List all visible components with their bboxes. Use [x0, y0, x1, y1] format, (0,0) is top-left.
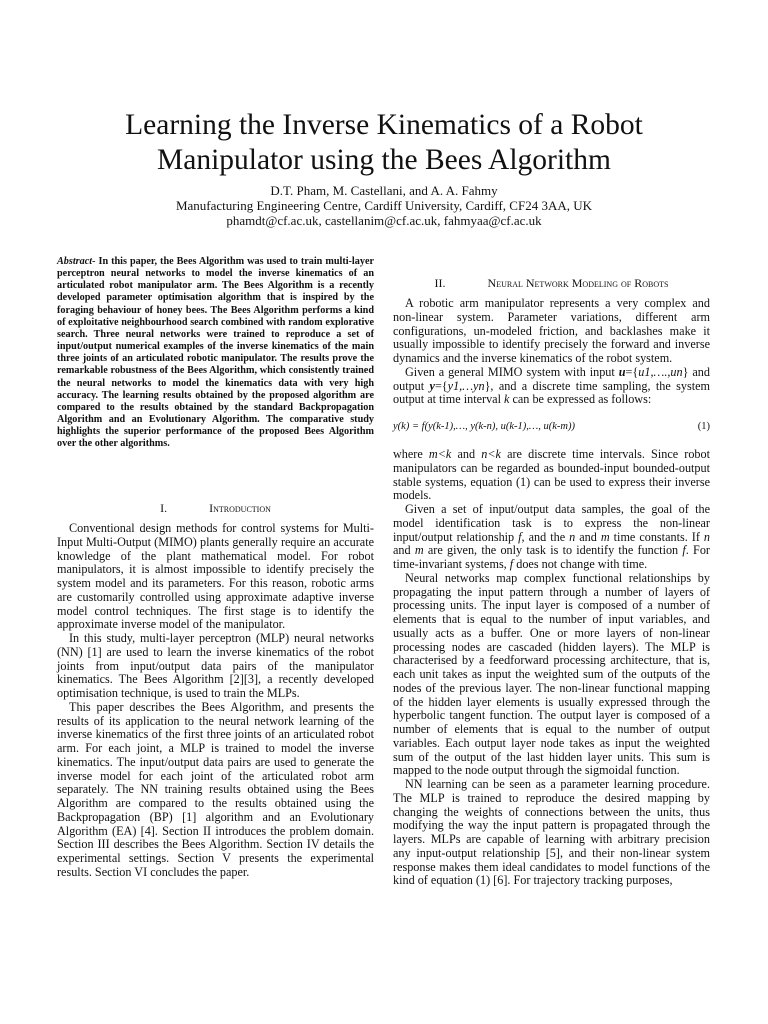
section-heading-introduction [57, 501, 374, 515]
paragraph: Given a set of input/output data samples, the goal of the model identification task is to express the non-linear input/output relationship f, and the n and m time constants. If n and m are given, the only task is to identify the function f. For time-invariant systems, f does not change with time. [393, 502, 710, 571]
paragraph: Neural networks map complex functional relationships by propagating the input pattern through a number of layers of processing units. The input layer is composed of a number of elements that is equal to the number of input variables, and usually acts as a buffer. One or more layers of non-linear processing nodes are cascaded (hidden layers). The MLP is characterised by a feedforward processing architecture, that is, each unit takes as input the weighted sum of the outputs of the nodes of the previous layer. The non-linear functional mapping of the hidden layer elements is usually expressed through the hyperbolic tangent function. The output layer is composed of a number of elements that is equal to the number of output variables. Each output layer node takes as input the weighted sum of the output of the last hidden layer units. This sum is mapped to the node output through the sigmoidal function. [393, 570, 710, 778]
paragraph: Given a general MIMO system with input u={u1,….,un} and output y={y1,…yn}, and a discrete time sampling, the system output at time interval k can be expressed as follows: [393, 364, 711, 407]
abstract-lead: Abstract- [57, 256, 96, 267]
title-line-1: Learning the Inverse Kinematics of a Robot [125, 109, 643, 141]
section-number: II. [434, 276, 446, 290]
paper-title [60, 108, 708, 178]
abstract [57, 256, 374, 451]
author-names: D.T. Pham, M. Castellani, and A. A. Fahmy [270, 183, 498, 198]
section-name: Introduction [209, 501, 271, 515]
paragraph: In this study, multi-layer perceptron (MLP) neural networks (NN) [1] are used to learn the inverse kinematics of the robot joints from input/output data pairs of the manipulator kinematics. The Bees Algorithm [2][3], a recently developed optimisation technique, is used to train the MLPs. [57, 631, 374, 700]
title-line-2: Manipulator using the Bees Algorithm [157, 144, 611, 176]
section-heading-nn-modeling [393, 276, 710, 290]
section-number: I. [160, 501, 168, 515]
paragraph: A robotic arm manipulator represents a very complex and non-linear system. Parameter variations, different arm configurations, un-modeled friction, and backlashes make it usually impossible to identify precisely the forward and inverse dynamics and the inverse kinematics of the robot system. [393, 296, 710, 365]
nn-modeling-body-bottom [393, 448, 710, 888]
paragraph: NN learning can be seen as a parameter learning procedure. The MLP is trained to reproduce the desired mapping by changing the weights of connections between the units, thus modifying the way the input pattern is propagated through the layers. MLPs are capable of learning with arbitrary precision any input-output relationship [5], and their non-linear system response makes them ideal candidates to model functions of the kind of equation (1) [6]. For trajectory tracking purposes, [393, 777, 710, 888]
abstract-text: In this paper, the Bees Algorithm was used to train multi-layer perceptron neural networks to model the inverse kinematics of an articulated robot manipulator arm. The Bees Algorithm is a recently developed parameter optimisation algorithm that is inspired by the foraging behaviour of honey bees. The Bees Algorithm performs a kind of exploitative neighbourhood search combined with random explorative search. Three neural networks were trained to reproduce a set of input/output numerical examples of the inverse kinematics of the main three joints of an articulated robotic manipulator. The results prove the remarkable robustness of the Bees Algorithm, which consistently trained the neural networks to model the kinematics data with very high accuracy. The learning results obtained by the proposed algorithm are compared to the results obtained by the standard Backpropagation Algorithm and an Evolutionary Algorithm. The comparative study highlights the superior performance of the proposed Bees Algorithm over the other algorithms. [57, 256, 374, 450]
paragraph: This paper describes the Bees Algorithm, and presents the results of its application to the neural network learning of the inverse kinematics of the first three joints of an articulated robot arm. For each joint, a MLP is trained to model the inverse kinematics. The input/output data pairs are used to generate the inverse model for each joint of the articulated robot arm separately. The NN training results obtained using the Bees Algorithm are compared to the results obtained using the Backpropagation (BP) [1] algorithm and an Evolutionary Algorithm (EA) [4]. Section II introduces the problem domain. Section III describes the Bees Algorithm. Section IV details the experimental settings. Section V presents the experimental results. Section VI concludes the paper. [57, 699, 374, 879]
paragraph: Conventional design methods for control systems for Multi-Input Multi-Output (MIMO) plants generally require an accurate knowledge of the plant mathematical model. For robot manipulators, it is almost impossible to identify precisely the system model and its parameters. For this reason, robotic arms are customarily controlled using approximate adaptive inverse model control techniques. The first stage is to identify the approximate inverse model of the manipulator. [57, 521, 374, 632]
emails: phamdt@cf.ac.uk, castellanim@cf.ac.uk, fahmyaa@cf.ac.uk [226, 213, 542, 228]
equation-number: (1) [697, 421, 710, 432]
paragraph: where m<k and n<k are discrete time intervals. Since robot manipulators can be regarded as bounded-input bounded-output stable systems, equation (1) can be used to express their inverse models. [393, 447, 710, 503]
equation-text: y(k) = f(y(k-1),…, y(k-n), u(k-1),…, u(k-m)) [393, 421, 575, 432]
affiliation: Manufacturing Engineering Centre, Cardiff University, Cardiff, CF24 3AA, UK [175, 198, 593, 213]
section-name: Neural Network Modeling of Robots [487, 276, 669, 290]
introduction-body [57, 522, 374, 880]
author-block [60, 183, 708, 228]
nn-modeling-body-top [393, 297, 710, 407]
equation-1 [393, 420, 710, 433]
